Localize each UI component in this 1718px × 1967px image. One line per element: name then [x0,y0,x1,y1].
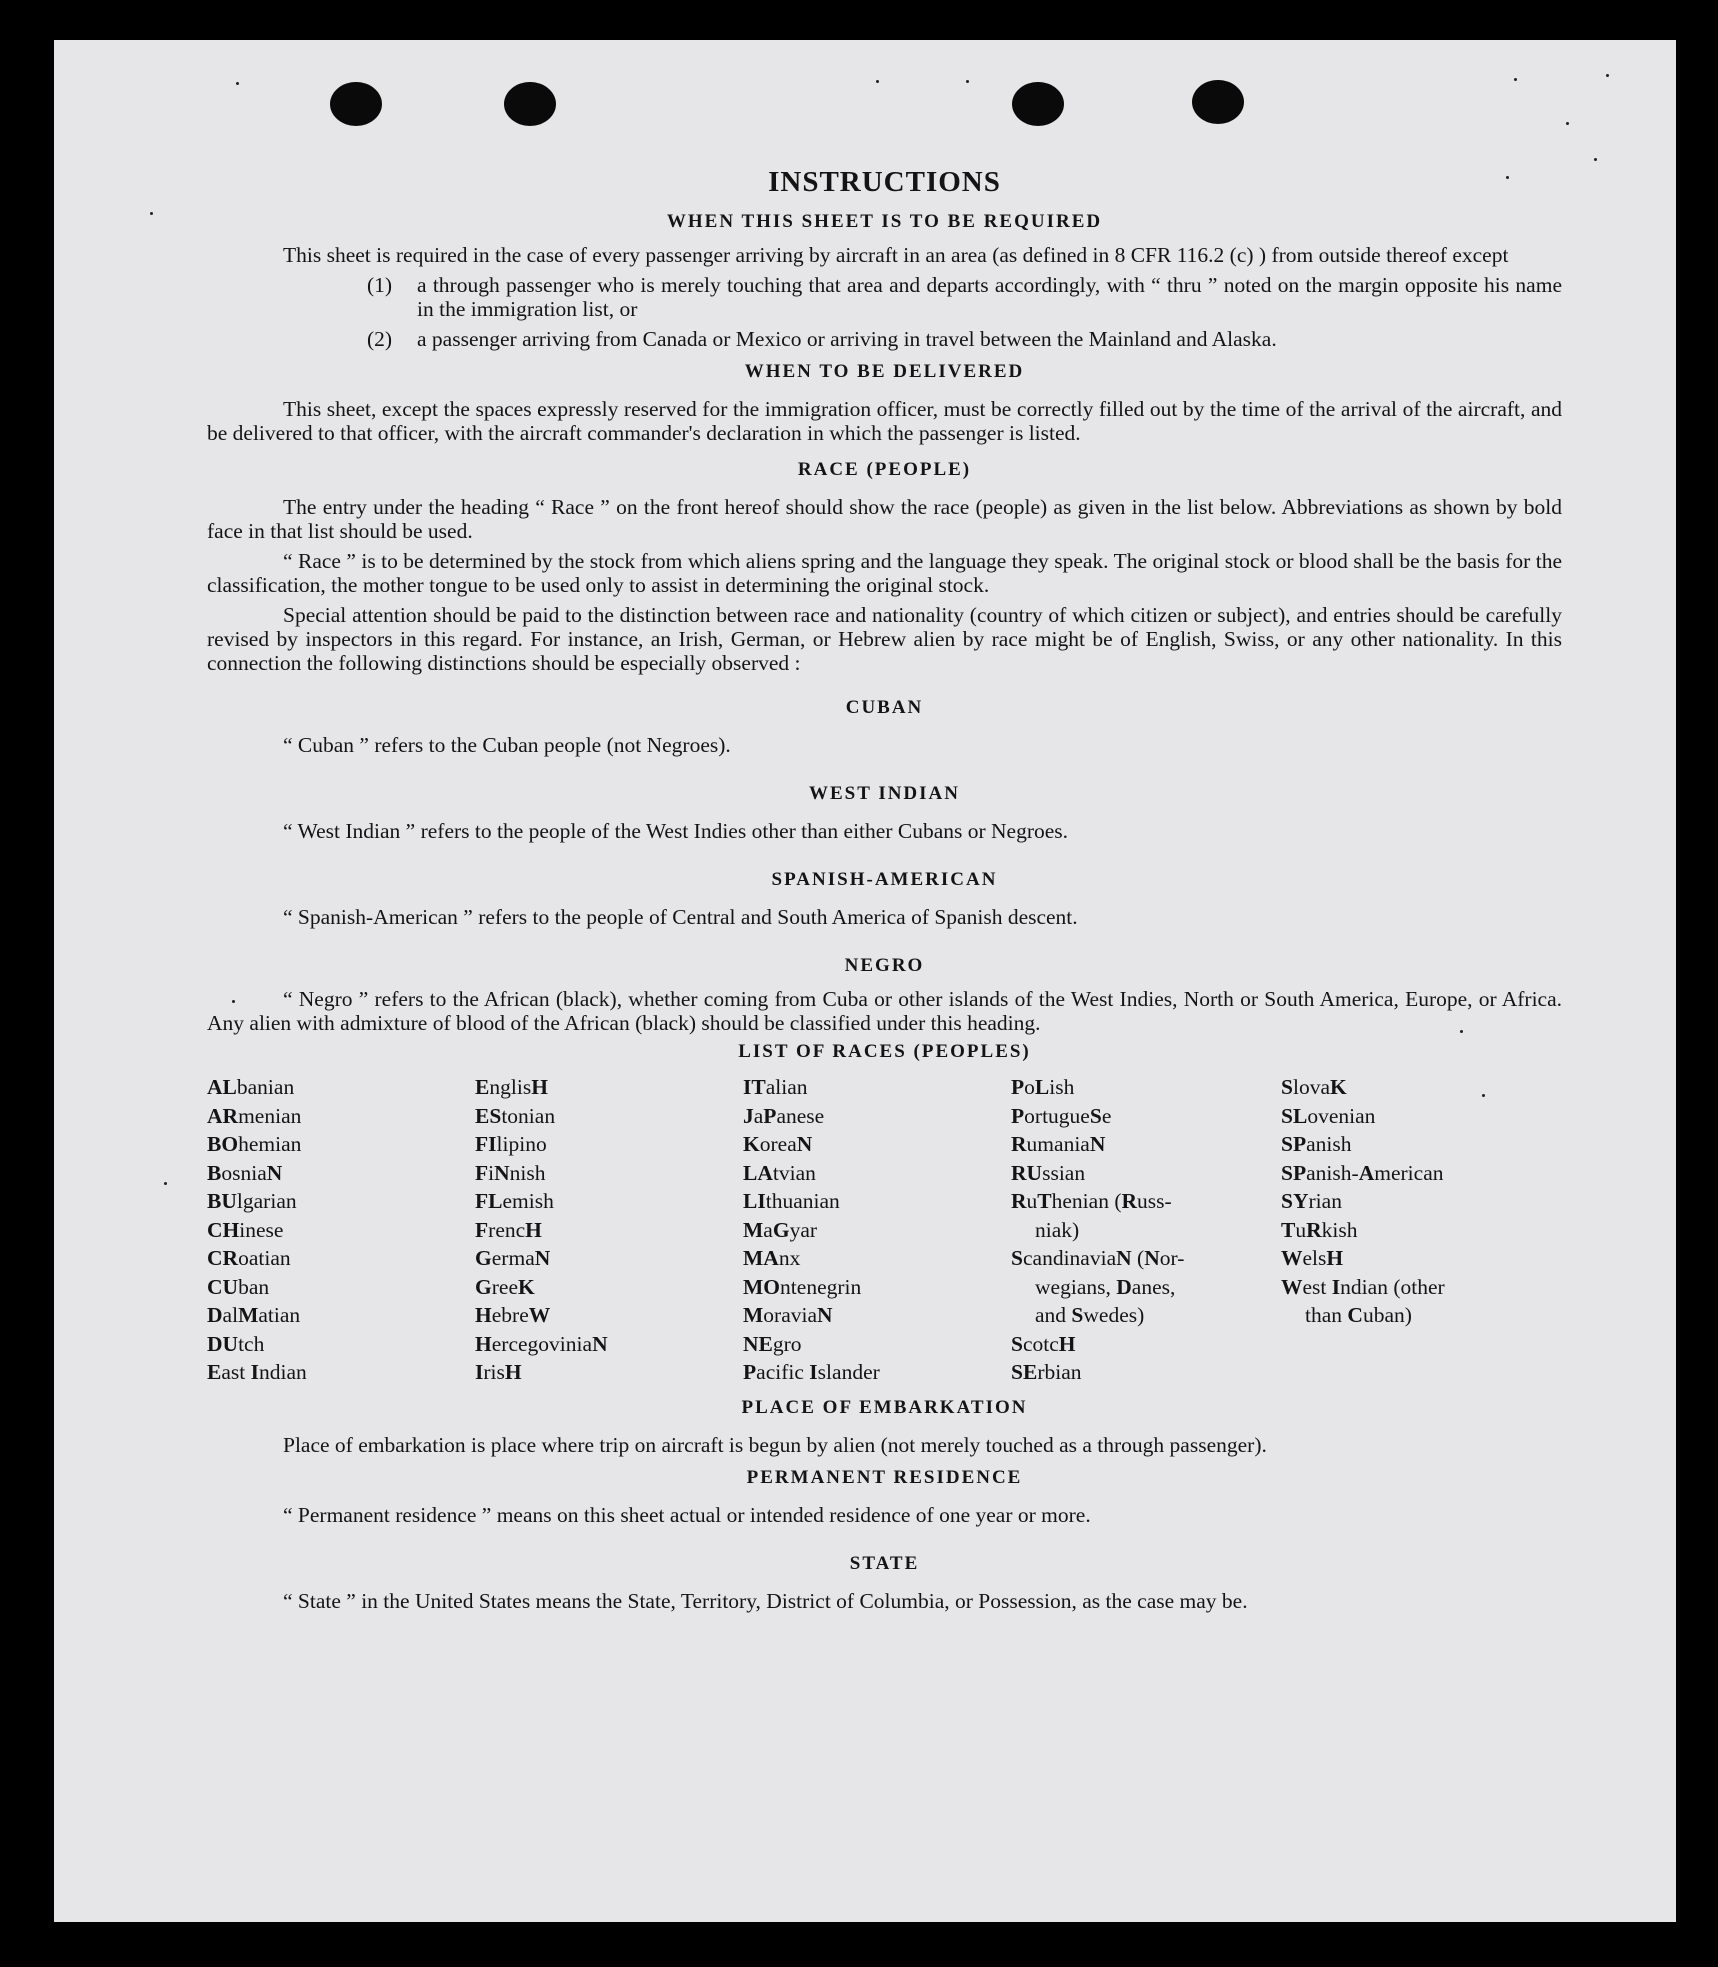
spanish-american-text: “ Spanish-American ” refers to the people of Central and South America of Spanish descent. [283,905,1078,929]
race-entry: ARmenian [207,1103,302,1128]
race-entry: SlovaK [1281,1075,1347,1099]
race-entry: EStonian [475,1103,556,1128]
race-entry: BosniaN [207,1160,283,1185]
speck [150,212,153,215]
speck [876,80,879,83]
speck [1514,78,1517,81]
race-paragraph-3: Special attention should be paid to the distinction between race and nationality (country of which citizen or subject), and entries should be carefully revised by inspectors in this regard. For instance, an Irish, German, or Hebrew alien by race might be of English, Swiss, or any other nationality. In this connection the following distinctions should be especially observed : [207,603,1562,675]
heading-state: STATE [849,1552,920,1574]
heading-list-of-races: LIST OF RACES (PEOPLES) [738,1041,1031,1062]
races-list [207,1073,1562,1387]
punch-hole [1012,82,1064,126]
race-entry: TuRkish [1281,1217,1358,1242]
speck [1594,158,1597,161]
race-entry: FLemish [475,1189,554,1213]
speck [1566,122,1569,125]
race-entry: NEgro [743,1331,802,1356]
race-entry: MAnx [743,1246,801,1270]
races-column [207,1073,475,1387]
race-entry: ALbanian [207,1075,295,1099]
races-column [743,1073,1011,1387]
race-entry-continuation: niak) [1035,1217,1080,1242]
heading-place-of-embarkation: PLACE OF EMBARKATION [741,1396,1028,1418]
speck [236,82,239,85]
race-paragraph-2: “ Race ” is to be determined by the stock from which aliens spring and the language they speak. The original stock or blood shall be the basis for the classification, the mother tongue to be used only to assist in determining the original stock. [207,549,1562,597]
punch-hole [1192,80,1244,124]
race-entry: CUban [207,1274,270,1299]
when-required-intro: This sheet is required in the case of every passenger arriving by aircraft in an area (as defined in 8 CFR 116.2 (c) ) from outside thereof except [283,243,1509,267]
race-entry: HebreW [475,1303,551,1327]
race-entry: Pacific Islander [743,1360,880,1384]
race-entry: GreeK [475,1274,535,1299]
heading-negro: NEGRO [844,955,925,976]
speck [1606,74,1609,77]
race-entry: JaPanese [743,1103,825,1128]
west-indian-text: “ West Indian ” refers to the people of the West Indies other than either Cubans or Negroes. [283,819,1069,843]
races-column [1281,1073,1521,1387]
races-column [1011,1073,1281,1387]
race-entry: PortugueSe [1011,1103,1112,1128]
race-entry: DalMatian [207,1303,301,1327]
race-entry: RuThenian (Russ- [1011,1189,1172,1213]
race-entry: KoreaN [743,1132,813,1156]
race-entry: FIlipino [475,1132,547,1156]
exception-list [367,273,1562,351]
races-column [475,1073,743,1387]
heading-cuban: CUBAN [845,697,924,718]
page-title: INSTRUCTIONS [768,166,1001,198]
when-delivered-text: This sheet, except the spaces expressly reserved for the immigration officer, must be correctly filled out by the time of the arrival of the aircraft, and be delivered to that officer, with the aircraft commander's declaration in which the passenger is listed. [207,397,1562,445]
place-of-embarkation-text: Place of embarkation is place where trip on aircraft is begun by alien (not merely touched as a through passenger). [283,1432,1267,1457]
race-entry: LIthuanian [743,1189,840,1213]
race-entry: CRoatian [207,1246,291,1270]
race-entry: FrencH [475,1217,542,1242]
race-entry: West Indian (other [1281,1274,1445,1299]
instructions-content [207,166,1562,1613]
race-entry: SYrian [1281,1189,1342,1213]
race-entry: FiNnish [475,1160,546,1185]
race-entry: SLovenian [1281,1103,1376,1128]
heading-when-required: WHEN THIS SHEET IS TO BE REQUIRED [666,211,1103,232]
race-entry: SPanish-American [1281,1160,1444,1185]
speck [966,80,969,83]
race-entry: MOntenegrin [743,1274,862,1299]
race-entry: CHinese [207,1217,284,1242]
exception-item: (1) a through passenger who is merely touching that area and departs accordingly, with “ thru ” noted on the margin opposite his name in the immigration list, or [367,273,1562,321]
speck [164,1182,167,1185]
cuban-text: “ Cuban ” refers to the Cuban people (not Negroes). [283,733,731,757]
race-entry: GermaN [475,1246,551,1270]
exception-item: (2) a passenger arriving from Canada or Mexico or arriving in travel between the Mainland and Alaska. [367,327,1277,351]
negro-text: “ Negro ” refers to the African (black), whether coming from Cuba or other islands of the West Indies, North or South America, Europe, or Africa. Any alien with admixture of blood of the African (black) should be classified under this heading. [207,987,1562,1035]
race-entry: East Indian [207,1360,307,1384]
heading-west-indian: WEST INDIAN [809,783,960,804]
race-entry: RUssian [1011,1160,1086,1185]
punch-hole [504,82,556,126]
punch-hole [330,82,382,126]
race-entry: BOhemian [207,1132,302,1156]
race-entry: SErbian [1011,1360,1082,1384]
race-paragraph-1: The entry under the heading “ Race ” on the front hereof should show the race (people) as given in the list below. Abbreviations as shown by bold face in that list should be used. [207,495,1562,543]
race-entry-continuation: than Cuban) [1305,1303,1412,1327]
race-entry-continuation: wegians, Danes, [1035,1274,1176,1299]
document-page [54,40,1676,1922]
race-entry: ScandinaviaN (Nor- [1011,1246,1185,1270]
race-entry: HercegoviniaN [475,1331,608,1356]
heading-when-delivered: WHEN TO BE DELIVERED [744,361,1025,382]
race-entry: ITalian [743,1075,808,1099]
heading-permanent-residence: PERMANENT RESIDENCE [746,1466,1023,1488]
race-entry: DUtch [207,1331,265,1356]
race-entry: MaGyar [743,1217,818,1242]
race-entry: SPanish [1281,1132,1352,1156]
race-entry: WelsH [1281,1246,1344,1270]
race-entry: BUlgarian [207,1189,297,1213]
race-entry: ScotcH [1011,1331,1076,1356]
race-entry: LAtvian [743,1160,816,1185]
heading-race: RACE (PEOPLE) [797,459,972,480]
permanent-residence-text: “ Permanent residence ” means on this sheet actual or intended residence of one year or more. [283,1502,1091,1527]
race-entry: EnglisH [475,1075,548,1099]
race-entry: RumaniaN [1011,1132,1106,1156]
race-entry: IrisH [475,1360,522,1384]
race-entry: PoLish [1011,1075,1075,1099]
race-entry: MoraviaN [743,1303,833,1327]
heading-spanish-american: SPANISH-AMERICAN [771,869,998,890]
race-entry-continuation: and Swedes) [1035,1303,1145,1327]
state-text: “ State ” in the United States means the State, Territory, District of Columbia, or Possession, as the case may be. [283,1588,1248,1613]
